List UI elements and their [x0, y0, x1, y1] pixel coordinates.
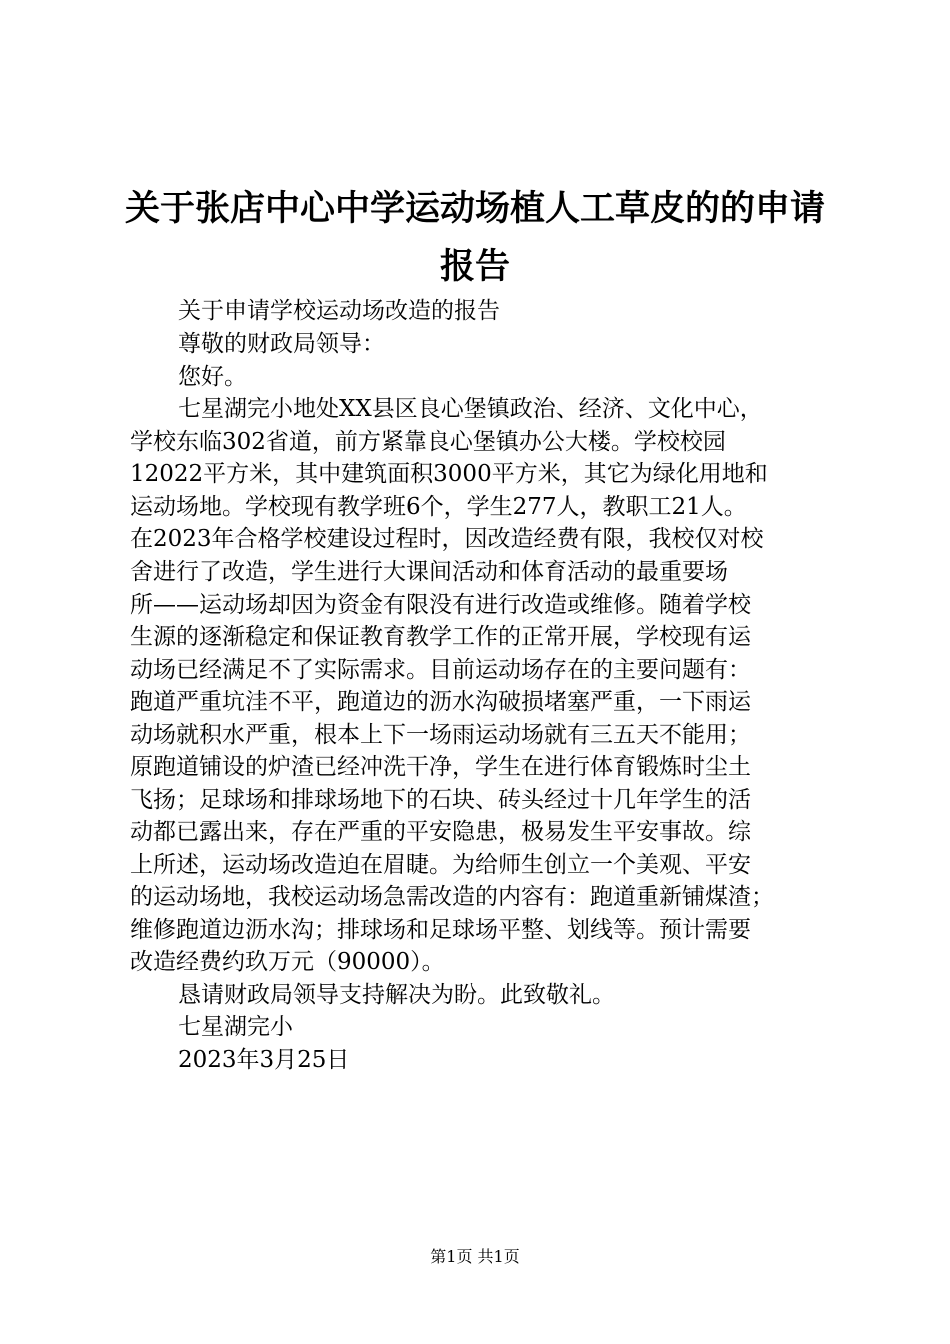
subject-line: 关于申请学校运动场改造的报告: [178, 298, 500, 324]
signature: 七星湖完小: [178, 1014, 293, 1040]
body-line: 飞扬；足球场和排球场地下的石块、砖头经过十几年学生的活: [130, 787, 751, 813]
document-title-line-2: 报告: [439, 247, 510, 287]
body-line: 12022平方米，其中建筑面积3000平方米，其它为绿化用地和: [130, 461, 768, 487]
body-line: 原跑道铺设的炉渣已经冲洗干净，学生在进行体育锻炼时尘土: [130, 754, 751, 780]
salutation: 尊敬的财政局领导：: [178, 331, 385, 357]
body-line: 动场已经满足不了实际需求。目前运动场存在的主要问题有：: [130, 657, 751, 683]
body-line: 学校东临302省道，前方紧靠良心堡镇办公大楼。学校校园: [130, 429, 726, 455]
document-title-line-1: 关于张店中心中学运动场植人工草皮的的申请: [124, 189, 825, 229]
body-line: 所——运动场却因为资金有限没有进行改造或维修。随着学校: [130, 592, 751, 618]
body-line: 动都已露出来，存在严重的平安隐患，极易发生平安事故。综: [130, 819, 751, 845]
date: 2023年3月25日: [178, 1047, 350, 1073]
closing-line: 恳请财政局领导支持解决为盼。此致敬礼。: [178, 982, 615, 1008]
body-line: 的运动场地，我校运动场急需改造的内容有：跑道重新铺煤渣；: [130, 884, 774, 910]
body-line: 舍进行了改造，学生进行大课间活动和体育活动的最重要场: [130, 559, 728, 585]
body-line: 动场就积水严重，根本上下一场雨运动场就有三五天不能用；: [130, 722, 751, 748]
body-line: 在2023年合格学校建设过程时，因改造经费有限，我校仅对校: [130, 526, 764, 552]
body-line: 上所述，运动场改造迫在眉睫。为给师生创立一个美观、平安: [130, 852, 751, 878]
body-line: 生源的逐渐稳定和保证教育教学工作的正常开展，学校现有运: [130, 624, 751, 650]
page-footer: 第1页 共1页: [430, 1247, 520, 1266]
body-line: 运动场地。学校现有教学班6个，学生277人，教职工21人。: [130, 494, 747, 520]
greeting: 您好。: [178, 364, 247, 390]
body-line: 七星湖完小地处XX县区良心堡镇政治、经济、文化中心，: [178, 396, 763, 422]
body-line: 改造经费约玖万元（90000）。: [130, 949, 445, 975]
body-line: 跑道严重坑洼不平，跑道边的沥水沟破损堵塞严重，一下雨运: [130, 689, 751, 715]
body-line: 维修跑道边沥水沟；排球场和足球场平整、划线等。预计需要: [130, 917, 751, 943]
